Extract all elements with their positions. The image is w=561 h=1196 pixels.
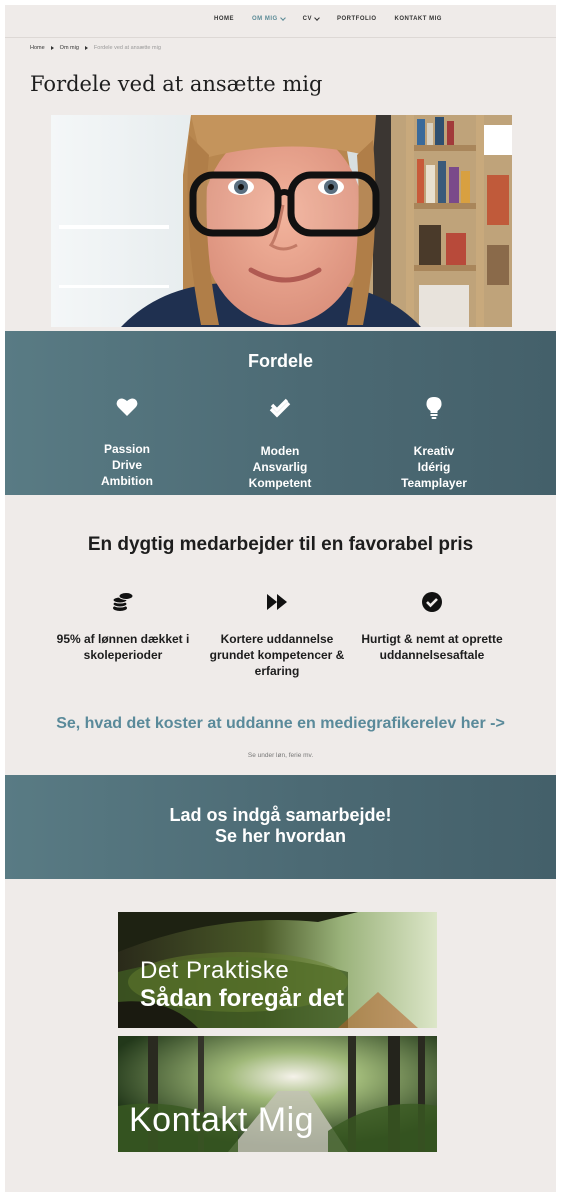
nav-item-label: HOME [214, 16, 234, 22]
kontakt-mig-banner[interactable] [118, 1036, 437, 1152]
feature-kortere-uddannelse [202, 591, 352, 679]
feature-text-line: uddannelsesaftale [379, 648, 485, 662]
feature-uddannelsesaftale [357, 591, 507, 663]
feature-text-line: erfaring [254, 664, 300, 678]
nav-item-label: KONTAKT MIG [394, 16, 442, 22]
chevron-down-icon [314, 15, 320, 21]
hero-portrait-photo [51, 115, 512, 327]
lightbulb-icon [426, 397, 442, 419]
breadcrumb-parent-link[interactable]: Om mig [59, 45, 79, 51]
nav-item-label: CV [302, 16, 313, 22]
double-check-icon [269, 397, 291, 419]
page-title: Fordele ved at ansætte mig [30, 72, 323, 96]
feature-lon [48, 591, 198, 663]
banner-line-1: Det Praktiske [140, 957, 290, 984]
nav-item-label: OM MIG [252, 16, 278, 22]
banner-line-2: Sådan foregår det [140, 985, 345, 1012]
fordele-item: Passion [103, 442, 151, 456]
breadcrumb [30, 45, 161, 51]
nav-item-om-mig[interactable] [252, 16, 285, 22]
cta-line-1: Lad os indgå samarbejde! [169, 805, 392, 825]
fast-forward-icon [266, 591, 288, 613]
nav-item-cv[interactable] [303, 16, 319, 22]
feature-text-line: 95% af lønnen dækket i [56, 632, 190, 646]
fordele-title: Fordele [247, 351, 313, 371]
fordele-column-moden [200, 397, 360, 491]
fordele-item: Idérig [417, 460, 451, 474]
fordele-item: Kompetent [248, 476, 312, 490]
fordele-column-kreativ [354, 397, 514, 491]
samarbejde-cta-banner[interactable] [5, 775, 556, 879]
fordele-item: Kreativ [413, 444, 455, 458]
breadcrumb-separator-icon [85, 46, 88, 50]
fordele-item: Drive [111, 458, 143, 472]
cost-info-link[interactable]: Se, hvad det koster at uddanne en mediegrafikerelev her -> [56, 715, 505, 732]
page [5, 5, 556, 1192]
top-navigation [5, 5, 556, 38]
feature-text-line: skoleperioder [83, 648, 163, 662]
feature-text-line: grundet kompetencer & [209, 648, 345, 662]
check-circle-icon [421, 591, 443, 613]
section-title-medarbejder: En dygtig medarbejder til en favorabel pris [87, 534, 474, 555]
fordele-item: Ambition [101, 474, 153, 488]
heart-icon [116, 397, 138, 417]
coins-icon [112, 591, 134, 613]
cost-info-subtext: Se under løn, ferie mv. [247, 752, 314, 759]
feature-text-line: Hurtigt & nemt at oprette [361, 632, 503, 646]
fordele-item: Moden [260, 444, 300, 458]
nav-item-portfolio[interactable] [337, 16, 377, 22]
fordele-item: Ansvarlig [252, 460, 308, 474]
det-praktiske-banner[interactable] [118, 912, 437, 1028]
fordele-section [5, 331, 556, 495]
fordele-column-passion [47, 397, 207, 489]
nav-menu [214, 16, 460, 22]
breadcrumb-separator-icon [51, 46, 54, 50]
nav-item-home[interactable] [214, 16, 234, 22]
breadcrumb-home-link[interactable]: Home [30, 45, 45, 51]
breadcrumb-current: Fordele ved at ansætte mig [93, 45, 161, 51]
banner-line-1: Kontakt Mig [129, 1101, 315, 1139]
nav-item-label: PORTFOLIO [337, 16, 377, 22]
fordele-item: Teamplayer [401, 476, 467, 490]
feature-text-line: Kortere uddannelse [220, 632, 334, 646]
chevron-down-icon [280, 15, 286, 21]
nav-item-kontakt-mig[interactable] [395, 16, 442, 22]
cta-line-2: Se her hvordan [214, 826, 347, 846]
